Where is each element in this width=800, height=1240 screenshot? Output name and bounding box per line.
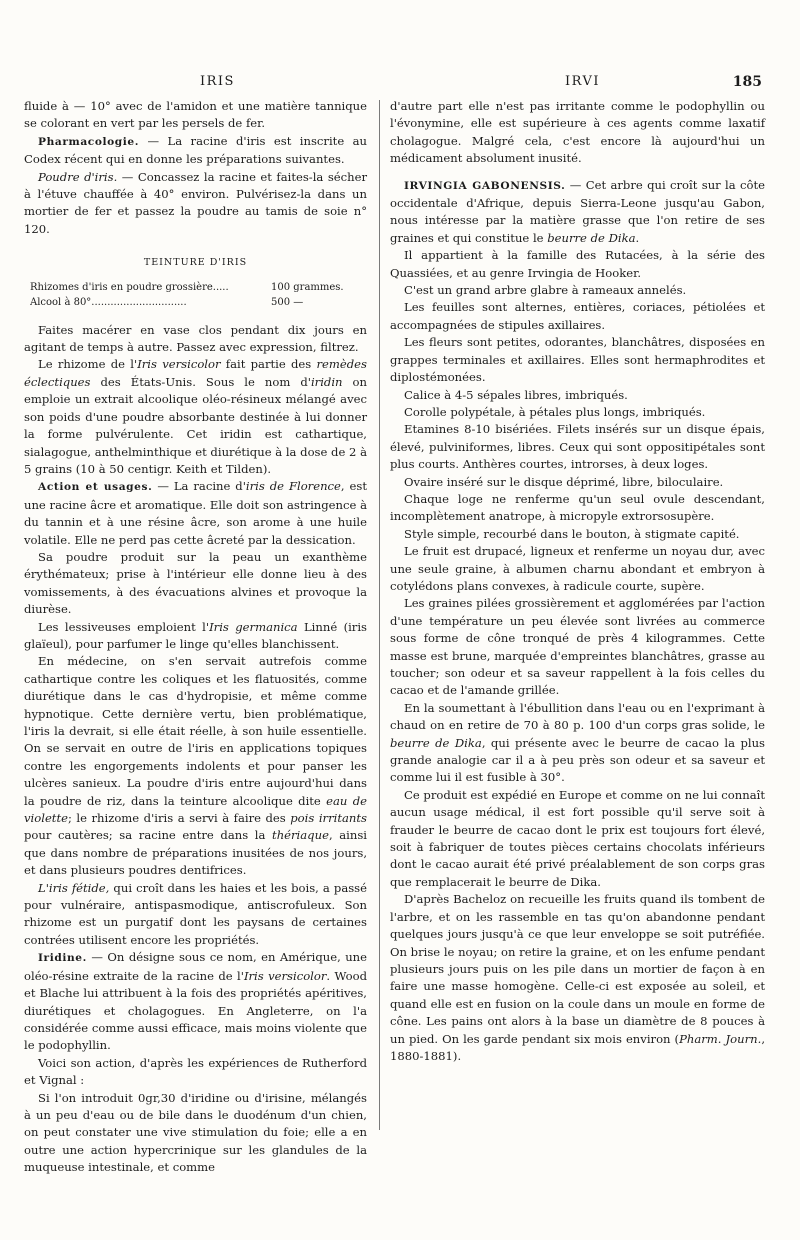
text: on emploie un extrait alcoolique oléo-résineux mélangé avec son poids d'une poudre absorbante destinée à lui donner la forme pulvérulente. Cet iridin est cathartique, sialagogue, anthelminthique et diurétique à la dose de 2 à 5 grains (10 à 50 centigr. Keith et Tilden). xyxy=(24,374,367,476)
text: Linné (iris glaïeul), pour parfumer le linge qu'elles blanchissent. xyxy=(24,619,368,651)
text: pour cautères; sa racine entre dans la xyxy=(24,828,273,843)
column-divider xyxy=(379,100,380,1130)
italic-text: thériaque xyxy=(272,828,329,843)
paragraph: Sa poudre produit sur la peau un exanthème érythémateux; prise à l'intérieur elle donne lieu à des vomissements, à des évacuations alvines et provoque la diurèse. xyxy=(24,549,367,617)
paragraph-text: — Concassez la racine et faites-la sécher à l'étuve chauffée à 40° environ. Pulvérisez-la dans un mortier de fer et passez la poudre au tamis de soie n° 120. xyxy=(24,169,367,236)
paragraph: Faites macérer en vase clos pendant dix jours en agitant de temps à autre. Passez avec expression, filtrez. xyxy=(24,322,367,355)
paragraph: Les graines pilées grossièrement et agglomérées par l'action d'une température un peu élevée sont livrées au commerce sous forme de cône tronqué de près 4 kilogrammes. Cette masse est brune, marquée d'empreintes blanchâtres, grasse au toucher; son odeur et sa saveur rappellent à la fois celles du cacao et de l'amande grillée. xyxy=(390,596,765,698)
paragraph: Calice à 4-5 sépales libres, imbriqués. xyxy=(404,387,628,402)
italic-text: Iris germanica xyxy=(209,619,298,634)
text: , est une racine âcre et aromatique. Elle doit son astringence à du tannin et à une résine âcre, son arome à une huile volatile. Elle ne perd pas cette âcreté par la dessication. xyxy=(24,479,368,547)
text: En médecine, on s'en servait autrefois comme cathartique contre les coliques et les flatuosités, comme diurétique dans le cas d'hydropisie, et même comme hypnotique. Cette dernière vertu, bien problématique, l'iris la devrait, si elle était réelle, à son huile essentielle. On se servait en outre de l'iris en applications topiques contre les engorgements indolents et pour panser les ulcères sanieux. La poudre d'iris entre aujourd'hui dans la poudre de riz, dans la teinture alcoolique dite xyxy=(24,654,367,808)
italic-text: Iris versicolor xyxy=(137,357,221,372)
text: , ainsi que dans nombre de préparations inusitées de nos jours, et dans plusieurs poudres dentifrices. xyxy=(24,828,367,878)
recipe-title: TEINTURE D'IRIS xyxy=(143,257,248,269)
paragraph: Les feuilles sont alternes, entières, coriaces, pétiolées et accompagnées de stipules axillaires. xyxy=(390,300,765,332)
italic-text: iridin xyxy=(310,374,343,389)
paragraph xyxy=(24,356,367,478)
running-head-right: IRVI xyxy=(565,74,600,89)
text: fait partie des xyxy=(220,357,317,372)
italic-text: iris de Florence xyxy=(245,479,341,494)
paragraph-irvingia xyxy=(390,177,765,248)
paragraph: Les fleurs sont petites, odorantes, blanchâtres, disposées en grappes terminales et axillaires. Elles sont hermaphrodites et diplostémonées. xyxy=(390,335,765,385)
section-heading: Iridine. xyxy=(38,952,87,965)
section-heading: Action et usages. xyxy=(38,481,153,494)
text: . xyxy=(635,230,640,245)
paragraph: Si l'on introduit 0gr,30 d'iridine ou d'irisine, mélangés à un peu d'eau ou de bile dans le duodénum d'un chien, on peut constater une vive stimulation du foie; elle a en outre une action hypercrinique sur les glandules de la muqueuse intestinale, et comme xyxy=(24,1090,367,1175)
paragraph: d'autre part elle n'est pas irritante comme le podophyllin ou l'évonymine, elle est supérieure à ces agents comme laxatif cholagogue. Malgré cela, c'est encore là aujourd'hui un médicament absolument inusité. xyxy=(390,99,765,166)
paragraph-poudre xyxy=(24,169,367,239)
recipe-table xyxy=(30,280,361,310)
paragraph: Voici son action, d'après les expériences de Rutherford et Vignal : xyxy=(24,1055,367,1088)
paragraph xyxy=(24,880,367,950)
paragraph: Ce produit est expédié en Europe et comme on ne lui connaît aucun usage médical, il est fort possible qu'il serve soit à frauder le beurre de cacao dont le prix est toujours fort élevé, soit à fabriquer de toutes pièces certains chocolats inférieurs dont le cacao aurait été privé préalablement de son corps gras que remplacerait le beurre de Dika. xyxy=(390,787,765,889)
paragraph xyxy=(390,891,765,1065)
italic-text: remèdes éclectiques xyxy=(24,357,367,389)
paragraph-pharmacologie xyxy=(24,133,367,169)
paragraph-iridine xyxy=(24,949,367,1054)
italic-text: Pharm. Journ. xyxy=(679,1031,762,1046)
recipe-row xyxy=(30,280,361,295)
paragraph xyxy=(390,700,765,787)
italic-text: Iris versicolor xyxy=(243,968,327,983)
recipe-row xyxy=(30,295,361,310)
paragraph: Corolle polypétale, à pétales plus longs, imbriqués. xyxy=(404,404,706,419)
section-heading: Pharmacologie. xyxy=(38,135,140,148)
italic-text: beurre de Dika xyxy=(390,735,482,750)
paragraph: Etamines 8-10 bisériées. Filets insérés sur un disque épais, élevé, pulviniformes, libres. Ceux qui sont oppositipétales sont plus courts. Anthères courtes, introrses, à deux loges. xyxy=(390,422,765,472)
paragraph: fluide à — 10° avec de l'amidon et une matière tannique se colorant en vert par les persels de fer. xyxy=(24,99,367,131)
text: , qui présente avec le beurre de cacao la plus grande analogie car il a à peu près son odeur et sa saveur et comme lui il est fusible à 30°. xyxy=(390,735,765,785)
recipe-qty: 500 — xyxy=(271,296,304,308)
italic-text: eau de violette xyxy=(24,793,367,826)
paragraph: Style simple, recourbé dans le bouton, à stigmate capité. xyxy=(404,526,740,541)
text: D'après Bacheloz on recueille les fruits quand ils tombent de l'arbre, et on les rassemble en tas qu'on abandonne pendant quelques jours jusqu'à ce que leur enveloppe se soit putréfiée. On brise le noyau; on retire la graine, et on les enfume pendant plusieurs jours puis on les pile dans un mortier de façon à en faire une masse homogène. Celle-ci est exposée au soleil, et quand elle est en fusion on la coule dans un moule en forme de cône. Les pains ont alors à la base un diamètre de 8 pouces à un pied. On les garde pendant six mois environ ( xyxy=(390,892,766,1046)
italic-text: L'iris fétide, xyxy=(38,880,110,895)
recipe-qty: 100 grammes. xyxy=(271,281,344,293)
text: Les lessiveuses emploient l' xyxy=(38,619,210,634)
paragraph xyxy=(24,653,367,879)
paragraph xyxy=(24,619,367,654)
text: — La racine d' xyxy=(152,479,246,494)
running-head-left: IRIS xyxy=(200,74,235,89)
right-column xyxy=(390,98,765,1065)
text: Le rhizome de l' xyxy=(38,357,138,372)
text: ; le rhizome d'iris a servi à faire des xyxy=(68,811,291,826)
text: , 1880-1881). xyxy=(390,1031,765,1063)
text: des États-Unis. Sous le nom d' xyxy=(90,374,311,389)
page-header xyxy=(0,74,800,94)
recipe-item: Alcool à 80°.............................. xyxy=(30,296,187,308)
paragraph-action xyxy=(24,478,367,549)
paragraph-text: — La racine d'iris est inscrite au Codex récent qui en donne les préparations suivantes. xyxy=(24,133,367,167)
text: En la soumettant à l'ébullition dans l'eau ou en l'exprimant à chaud on en retire de 70 à 80 p. 100 d'un corps gras solide, le xyxy=(390,700,765,733)
left-column xyxy=(24,98,367,1177)
text: — On désigne sous ce nom, en Amérique, une oléo-résine extraite de la racine de l' xyxy=(24,950,367,983)
paragraph: Chaque loge ne renferme qu'un seul ovule descendant, incomplètement anatrope, à micropyle extrorsosupère. xyxy=(390,491,765,524)
paragraph: C'est un grand arbre glabre à rameaux annelés. xyxy=(404,283,687,298)
recipe-item: Rhizomes d'iris en poudre grossière..... xyxy=(30,281,229,293)
page-number: 185 xyxy=(732,74,762,90)
subheading: Poudre d'iris. xyxy=(38,169,118,184)
text: qui croît dans les haies et les bois, a passé pour vulnéraire, antispasmodique, antiscrofuleux. Son rhizome est un purgatif dont les paysans de certaines contrées utilisent encore les propriétés. xyxy=(24,880,367,947)
paragraph: Le fruit est drupacé, ligneux et renferme un noyau dur, avec une seule graine, à albumen charnu abondant et embryon à cotylédons plans convexes, à radicule courte, supère. xyxy=(390,544,765,593)
text: — Cet arbre qui croît sur la côte occidentale d'Afrique, depuis Sierra-Leone jusqu'au Gabon, nous intéresse par la matière grasse que l'on retire de ses graines et qui constitue le xyxy=(390,177,765,245)
italic-text: pois irritants xyxy=(290,811,367,826)
text: . Wood et Blache lui attribuent à la fois des propriétés apéritives, diurétiques et cholagogues. En Angleterre, on l'a considérée comme aussi efficace, mais moins violente que le podophyllin. xyxy=(24,968,367,1053)
italic-text: beurre de Dika xyxy=(547,230,636,245)
paragraph: Il appartient à la famille des Rutacées, à la série des Quassiées, et au genre Irvingia de Hooker. xyxy=(390,248,765,280)
section-heading: IRVINGIA GABONENSIS. xyxy=(404,179,566,192)
paragraph: Ovaire inséré sur le disque déprimé, libre, biloculaire. xyxy=(404,474,724,489)
